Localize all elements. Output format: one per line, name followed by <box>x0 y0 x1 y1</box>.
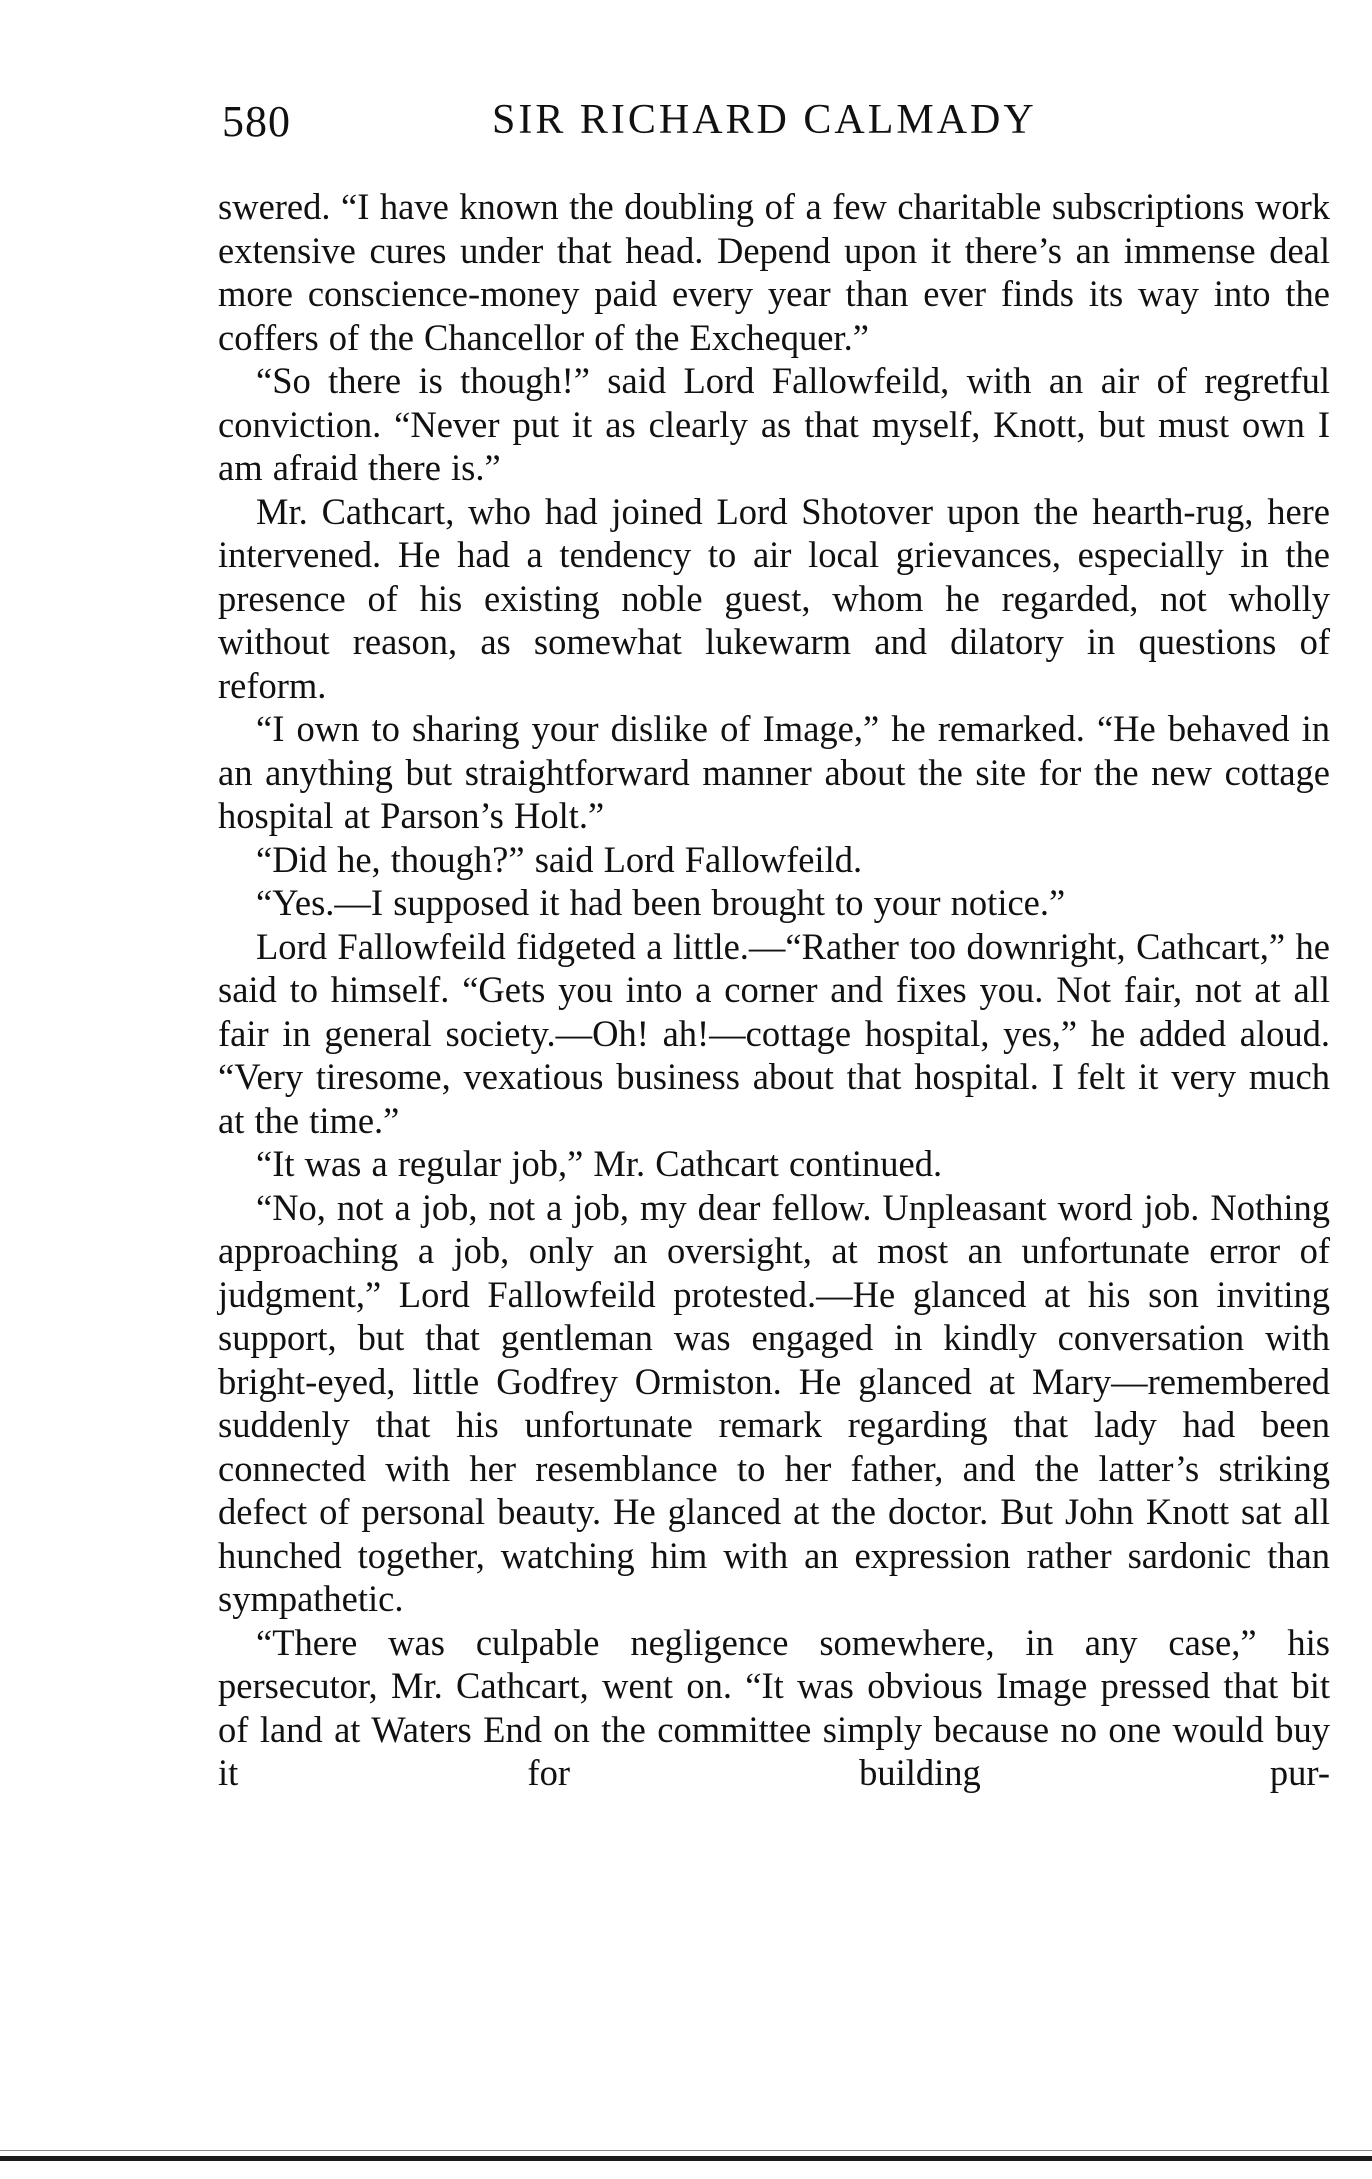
paragraph-5: “Did he, though?” said Lord Fallowfeild. <box>256 838 863 880</box>
paragraph-9: “No, not a job, not a job, my dear fellow. Unpleasant word job. Nothing approaching a job, only an oversight, at most an unfortunate error of judgment,” Lord Fallowfeild protested.—He glanced at his son inviting support, but that gentleman was engaged in kindly conversation with bright-eyed, little Godfrey Ormiston. He glanced at Mary—remembered suddenly that his unfortunate remark regarding that lady had been connected with her resemblance to her father, and the latter’s striking defect of personal beauty. He glanced at the doctor. But John Knott sat all hunched together, watching him with an expression rather sardonic than sympathetic. <box>218 1186 1330 1619</box>
paragraph-1: swered. “I have known the doubling of a few charitable subscriptions work extensive cures under that head. Depend upon it there’s an immense deal more conscience-money paid every year than ever finds its way into the coffers of the Chancellor of the Exchequer.” <box>218 186 1330 358</box>
paragraph-7: Lord Fallowfeild fidgeted a little.—“Rather too downright, Cathcart,” he said to himself. “Gets you into a corner and fixes you. Not fair, not at all fair in general society.—Oh! ah!—cottage hospital, yes,” he added aloud. “Very tiresome, vexatious business about that hospital. I felt it very much at the time.” <box>218 925 1330 1141</box>
scan-edge-line <box>0 2150 1372 2151</box>
body-text <box>218 185 1330 2015</box>
page-number: 580 <box>222 97 291 146</box>
paragraph-10: “There was culpable negligence somewhere, in any case,” his persecutor, Mr. Cathcart, went on. “It was obvious Image pressed that bit of land at Waters End on the committee simply because no one would buy it for building pur- <box>218 1621 1330 1793</box>
page-header <box>222 96 1332 156</box>
bottom-rule <box>0 2156 1372 2161</box>
paragraph-2: “So there is though!” said Lord Fallowfeild, with an air of regretful conviction. “Never put it as clearly as that myself, Knott, but must own I am afraid there is.” <box>218 360 1330 488</box>
paragraph-6: “Yes.—I supposed it had been brought to your notice.” <box>256 882 1066 923</box>
running-title: SIR RICHARD CALMADY <box>492 97 1037 143</box>
paragraph-4: “I own to sharing your dislike of Image,” he remarked. “He behaved in an anything but straightforward manner about the site for the new cottage hospital at Parson’s Holt.” <box>218 708 1330 836</box>
paragraph-3: Mr. Cathcart, who had joined Lord Shotover upon the hearth-rug, here intervened. He had a tendency to air local grievances, especially in the presence of his existing noble guest, whom he regarded, not wholly without reason, as somewhat lukewarm and dilatory in questions of reform. <box>218 490 1330 706</box>
paragraph-8: “It was a regular job,” Mr. Cathcart continued. <box>256 1143 943 1184</box>
